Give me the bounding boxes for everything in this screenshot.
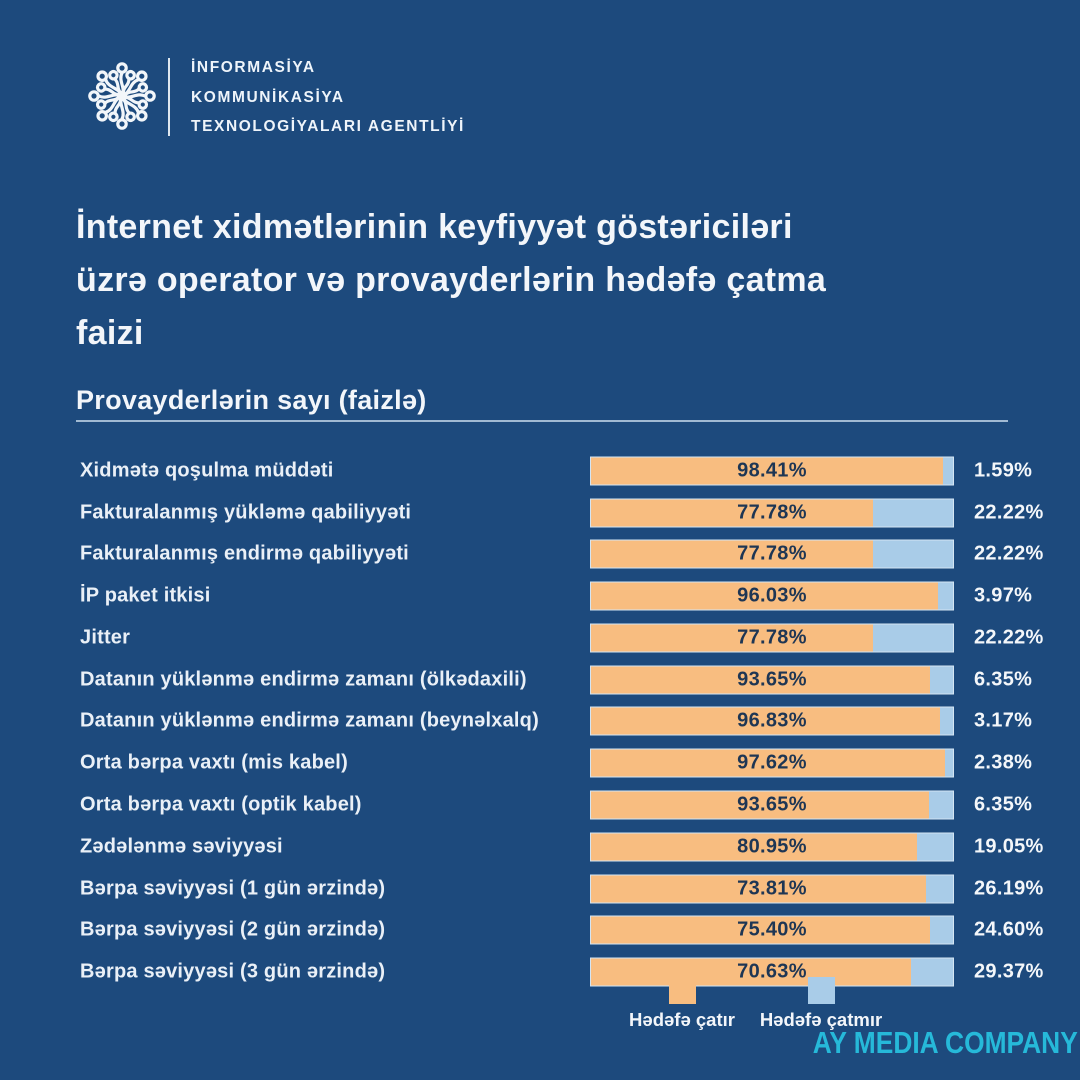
chart-row (0, 575, 1080, 617)
chart-row (0, 701, 1080, 743)
missed-value-label: 6.35% (974, 793, 1033, 816)
stacked-bar (590, 498, 954, 527)
achieved-value-label: 77.78% (737, 626, 807, 649)
legend-swatch-icon (669, 977, 696, 1004)
missed-value-label: 6.35% (974, 668, 1033, 691)
missed-value-label: 2.38% (974, 751, 1033, 774)
network-snowflake-icon (74, 48, 170, 144)
missed-value-label: 24.60% (974, 918, 1044, 941)
missed-value-label: 1.59% (974, 459, 1033, 482)
row-label: Orta bərpa vaxtı (mis kabel) (80, 751, 348, 774)
achieved-value-label: 93.65% (737, 793, 807, 816)
page-title-line: İnternet xidmətlərinin keyfiyyət göstəriciləri (76, 208, 793, 246)
achieved-value-label: 77.78% (737, 501, 807, 524)
row-label: Fakturalanmış yükləmə qabiliyyəti (80, 501, 412, 524)
stacked-bar (590, 623, 954, 652)
legend-label: Hədəfə çatır (629, 1009, 735, 1030)
row-label: Jitter (80, 626, 131, 649)
stacked-bar (590, 582, 954, 611)
row-label: Zədələnmə səviyyəsi (80, 835, 283, 858)
stacked-bar (590, 832, 954, 861)
chart-row (0, 659, 1080, 701)
achieved-value-label: 96.83% (737, 709, 807, 732)
legend-item (624, 977, 740, 1031)
chart-row (0, 450, 1080, 492)
org-name (191, 53, 465, 142)
row-label: Bərpa səviyyəsi (2 gün ərzində) (80, 918, 386, 941)
missed-value-label: 19.05% (974, 835, 1044, 858)
row-label: İP paket itkisi (80, 584, 211, 607)
bar-chart (0, 450, 1080, 993)
logo-divider (168, 58, 170, 136)
page-title (76, 201, 826, 360)
achieved-value-label: 96.03% (737, 584, 807, 607)
stacked-bar (590, 749, 954, 778)
missed-value-label: 22.22% (974, 542, 1044, 565)
chart-row (0, 909, 1080, 951)
stacked-bar (590, 791, 954, 820)
org-name-line: TEXNOLOGİYALARI AGENTLİYİ (191, 118, 465, 135)
missed-value-label: 3.17% (974, 709, 1033, 732)
stacked-bar (590, 540, 954, 569)
missed-value-label: 3.97% (974, 584, 1033, 607)
missed-value-label: 22.22% (974, 626, 1044, 649)
page-title-line: üzrə operator və provayderlərin hədəfə çatma (76, 261, 827, 299)
page-title-line: faizi (76, 314, 144, 352)
missed-value-label: 22.22% (974, 501, 1044, 524)
org-name-line: İNFORMASİYA (191, 59, 316, 76)
legend-label: Hədəfə çatmır (759, 1009, 883, 1030)
missed-value-label: 26.19% (974, 877, 1044, 900)
section-divider (76, 420, 1008, 422)
achieved-value-label: 98.41% (737, 459, 807, 482)
missed-value-label: 29.37% (974, 960, 1044, 983)
stacked-bar (590, 916, 954, 945)
section-heading: Provayderlərin sayı (faizlə) (76, 385, 427, 415)
row-label: Fakturalanmış endirmə qabiliyyəti (80, 542, 409, 565)
chart-row (0, 534, 1080, 576)
stacked-bar (590, 874, 954, 903)
achieved-value-label: 75.40% (737, 918, 807, 941)
achieved-value-label: 77.78% (737, 542, 807, 565)
chart-row (0, 742, 1080, 784)
row-label: Bərpa səviyyəsi (3 gün ərzində) (80, 960, 386, 983)
achieved-value-label: 93.65% (737, 668, 807, 691)
chart-row (0, 492, 1080, 534)
stacked-bar (590, 665, 954, 694)
org-name-line: KOMMUNİKASİYA (191, 88, 345, 106)
watermark: AY MEDIA COMPANY (812, 1025, 1078, 1060)
row-label: Bərpa səviyyəsi (1 gün ərzində) (80, 877, 386, 900)
achieved-value-label: 70.63% (737, 960, 807, 983)
stacked-bar (590, 456, 954, 485)
achieved-value-label: 97.62% (737, 751, 807, 774)
achieved-value-label: 73.81% (737, 877, 807, 900)
row-label: Xidmətə qoşulma müddəti (80, 459, 334, 482)
stacked-bar (590, 707, 954, 736)
chart-row (0, 868, 1080, 910)
achieved-value-label: 80.95% (737, 835, 807, 858)
row-label: Datanın yüklənmə endirmə zamanı (ölkədaxili) (80, 668, 527, 691)
legend-item (755, 977, 887, 1031)
chart-row (0, 784, 1080, 826)
legend-swatch-icon (808, 977, 835, 1004)
row-label: Datanın yüklənmə endirmə zamanı (beynəlxalq) (80, 709, 539, 732)
row-label: Orta bərpa vaxtı (optik kabel) (80, 793, 362, 816)
chart-row (0, 826, 1080, 868)
chart-row (0, 617, 1080, 659)
